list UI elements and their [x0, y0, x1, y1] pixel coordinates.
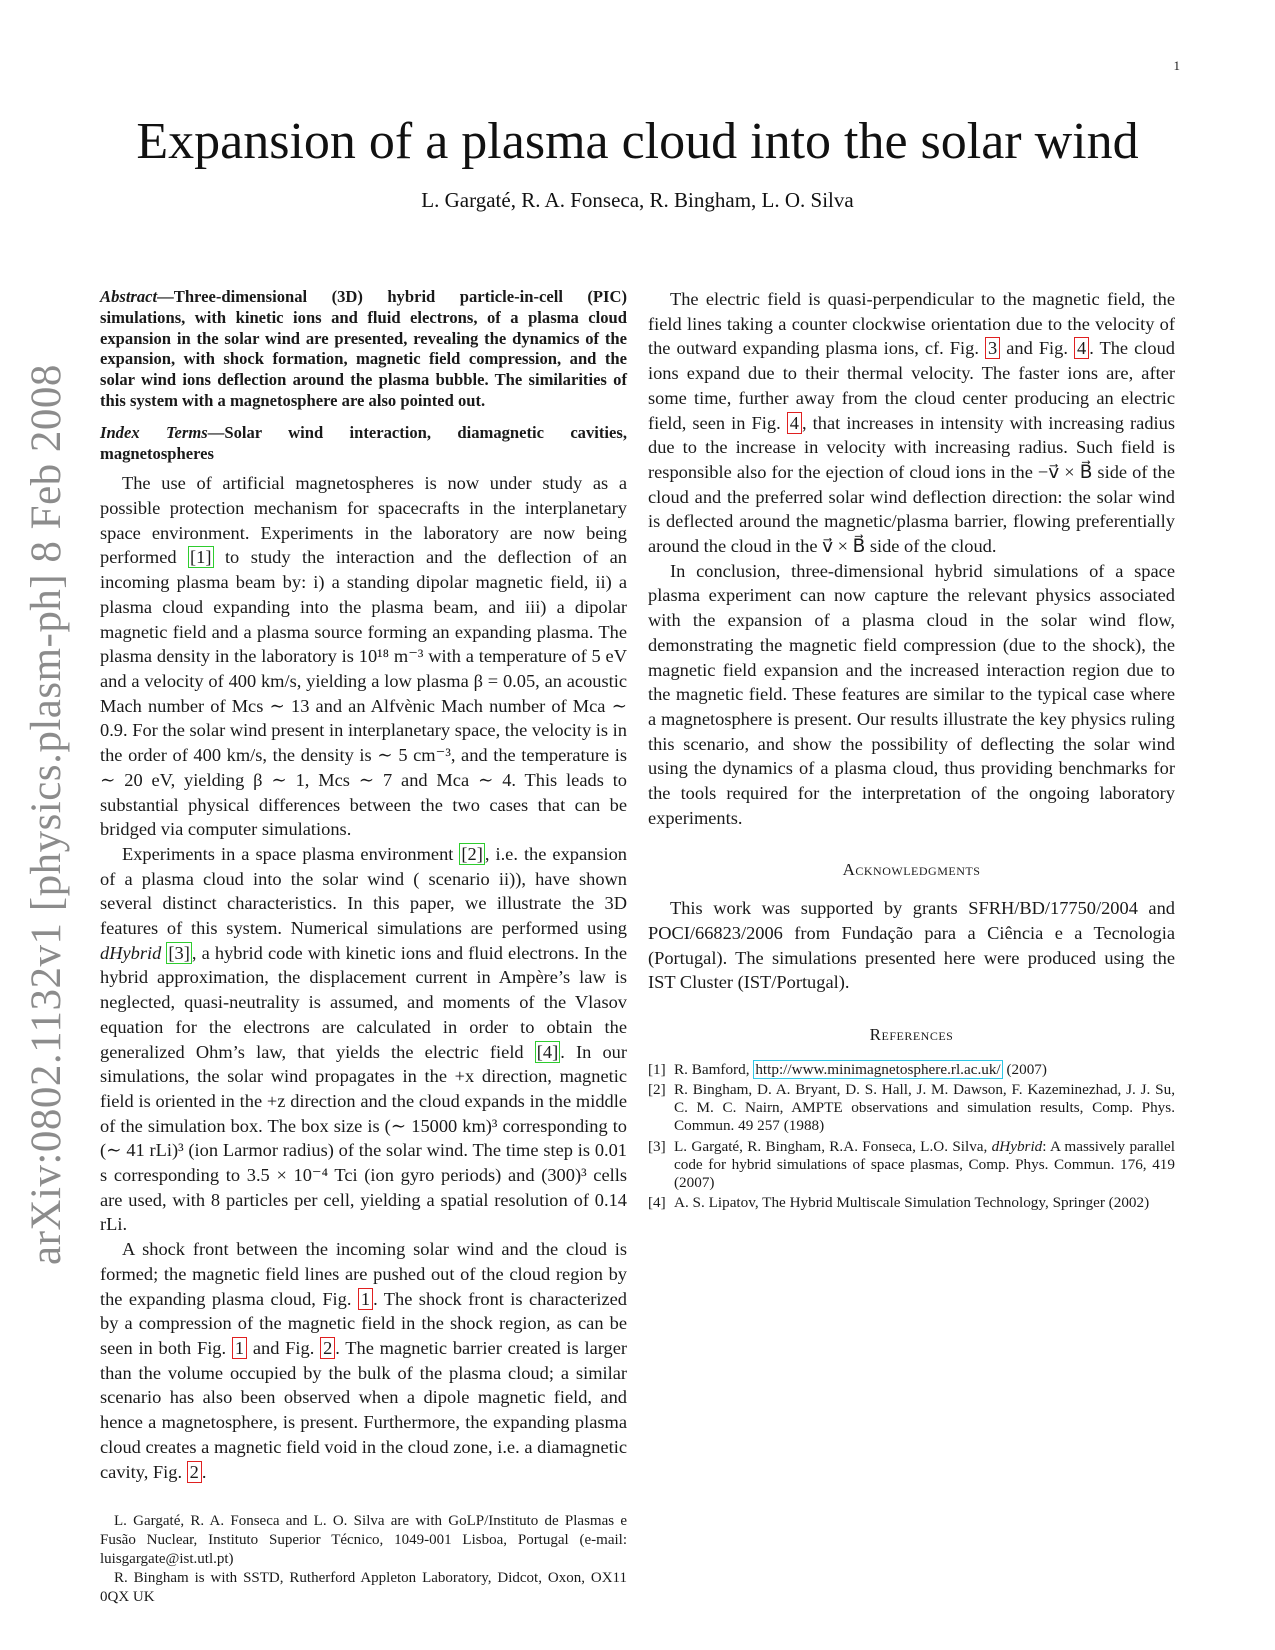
left-column — [100, 287, 627, 1607]
footnote-affiliation-1: L. Gargaté, R. A. Fonseca and L. O. Silva are with GoLP/Instituto de Plasmas e Fusão Nuclear, Instituto Superior Técnico, 1049-001 Lisboa, Portugal (e-mail: luisgargate@ist.utl.pt) — [100, 1513, 627, 1568]
text-run: The electric field is quasi-perpendicular to the magnetic field, the field lines taking a counter clockwise orientation due to the velocity of the outward expanding plasma ions, cf. Fig. — [648, 289, 1175, 359]
text-run: , that increases in intensity with increasing radius due to the increase in velocity with increasing radius. Such field is responsible also for the ejection of cloud ions in the −v⃗ × B⃗ side of the cloud and the preferred solar wind deflection direction: the solar wind is deflected around the magnetic/plasma barrier, flowing preferentially around the cloud in the v⃗ × B⃗ side of the cloud. — [648, 412, 1175, 557]
right-column — [648, 287, 1175, 1214]
reference-number: [2] — [648, 1080, 666, 1098]
figure-link[interactable]: 1 — [358, 1288, 373, 1310]
text-run: to study the interaction and the deflection of an incoming plasma beam by: i) a standing dipolar magnetic field, ii) a plasma cloud expanding into the plasma beam, and iii) a dipolar magnetic field and a plasma source forming an expanding plasma. The plasma density in the laboratory is 10¹⁸ m⁻³ with a temperature of 5 eV and a velocity of 400 km/s, yielding a low plasma β = 0.05, an acoustic Mach number of Mcs ∼ 13 and an Alfvènic Mach number of Mca ∼ 0.9. For the solar wind present in interplanetary space, the velocity is in the order of 400 km/s, the density is ∼ 5 cm⁻³, and the temperature is ∼ 20 eV, yielding β ∼ 1, Mcs ∼ 7 and Mca ∼ 4. This leads to substantial physical differences between the two cases that can be bridged via computer simulations. — [100, 547, 628, 840]
page-number: 1 — [1173, 58, 1180, 73]
figure-link[interactable]: 2 — [320, 1337, 335, 1359]
index-terms — [100, 423, 627, 465]
index-terms-label: Index Terms — [100, 422, 208, 442]
figure-link[interactable]: 2 — [187, 1461, 202, 1483]
reference-item — [648, 1081, 1175, 1136]
reference-number: [1] — [648, 1060, 666, 1078]
text-run: , a hybrid code with kinetic ions and fluid electrons. In the hybrid approximation, the displacement current in Ampère’s law is neglected, quasi-neutrality is assumed, and moments of the Vlasov equation for the electrons are calculated in order to obtain the generalized Ohm’s law, that yields the electric field — [100, 942, 627, 1062]
text-run: (2007) — [1002, 1060, 1047, 1078]
body-paragraph-3 — [100, 1237, 627, 1484]
text-run: . The cloud ions expand due to their thermal velocity. The faster ions are, after some time, further away from the cloud center producing an electric field, seen in Fig. — [648, 338, 1175, 433]
acknowledgments-text: This work was supported by grants SFRH/BD/17750/2004 and POCI/66823/2006 from Fundação para a Ciência e a Tecnologia (Portugal). The simulations presented here were produced using the IST Cluster (IST/Portugal). — [648, 898, 1175, 993]
figure-link[interactable]: 4 — [1074, 337, 1089, 359]
text-run: L. Gargaté, R. Bingham, R.A. Fonseca, L.O. Silva, — [674, 1137, 992, 1155]
abstract-label: Abstract — [100, 287, 158, 306]
citation-link[interactable]: [1] — [190, 547, 212, 568]
reference-item — [648, 1138, 1175, 1193]
reference-number: [3] — [648, 1137, 666, 1155]
figure-link[interactable]: 1 — [232, 1337, 247, 1359]
footnotes — [100, 1512, 627, 1607]
text-run: , i.e. the expansion of a plasma cloud into the solar wind ( scenario ii)), have shown several distinct characteristics. In this paper, we illustrate the 3D features of this system. Numerical simulations are performed using — [100, 843, 627, 939]
text-run: and Fig. — [1000, 338, 1074, 359]
reference-text — [674, 1061, 1175, 1079]
reference-text — [674, 1138, 1175, 1193]
text-run: . — [201, 1461, 207, 1482]
code-name: dHybrid — [100, 942, 162, 963]
figure-link[interactable]: 3 — [985, 337, 1000, 359]
abstract — [100, 287, 627, 412]
body-paragraph-1 — [100, 471, 627, 842]
text-run: and Fig. — [247, 1337, 321, 1358]
text-run: . The shock front is characterized by a compression of the magnetic field in the shock region, as can be seen in both Fig. — [100, 1288, 627, 1358]
reference-list — [648, 1061, 1175, 1213]
citation-link[interactable]: [4] — [536, 1041, 559, 1062]
text-run: Experiments in a space plasma environment — [122, 843, 460, 864]
citation-link[interactable]: [3] — [168, 942, 190, 963]
figure-link[interactable]: 4 — [787, 412, 802, 434]
reference-text: A. S. Lipatov, The Hybrid Multiscale Simulation Technology, Springer (2002) — [674, 1194, 1150, 1212]
code-name: dHybrid — [991, 1137, 1043, 1155]
reference-url-link[interactable]: http://www.minimagnetosphere.rl.ac.uk/ — [755, 1060, 1001, 1078]
footnote-affiliation-2: R. Bingham is with SSTD, Rutherford Appleton Laboratory, Didcot, Oxon, OX11 0QX UK — [100, 1570, 627, 1606]
index-terms-text: —Solar wind interaction, diamagnetic cavities, magnetospheres — [100, 422, 627, 463]
citation-link[interactable]: [2] — [461, 843, 483, 864]
abstract-text: —Three-dimensional (3D) hybrid particle-in-cell (PIC) simulations, with kinetic ions and fluid electrons, of a plasma cloud expansion in the solar wind are presented, revealing the dynamics of the expansion, with shock formation, magnetic field compression, and the solar wind ions deflection around the plasma bubble. The similarities of this system with a magnetosphere are also pointed out. — [100, 287, 627, 410]
reference-text: R. Bingham, D. A. Bryant, D. S. Hall, J. M. Dawson, F. Kazeminezhad, J. J. Su, C. M. C. Nairn, AMPTE observations and simulation results, Comp. Phys. Commun. 49 257 (1988) — [674, 1080, 1175, 1135]
author-list: L. Gargaté, R. A. Fonseca, R. Bingham, L. O. Silva — [421, 188, 854, 212]
body-paragraph-2 — [100, 842, 627, 1237]
reference-item — [648, 1194, 1175, 1212]
paper-title: Expansion of a plasma cloud into the solar wind — [136, 113, 1139, 170]
text-run: A shock front between the incoming solar wind and the cloud is formed; the magnetic field lines are pushed out of the cloud region by the expanding plasma cloud, Fig. — [100, 1239, 627, 1309]
acknowledgments-heading: Acknowledgments — [842, 860, 981, 880]
reference-item — [648, 1061, 1175, 1079]
text-run: R. Bamford, — [674, 1060, 754, 1078]
text-run: . In our simulations, the solar wind propagates in the +x direction, magnetic field is oriented in the +z direction and the cloud expands in the middle of the simulation box. The box size is (∼ 15000 km)³ corresponding to (∼ 41 rLi)³ (ion Larmor radius) of the solar wind. The time step is 0.01 s corresponding to 3.5 × 10⁻⁴ Tci (ion gyro periods) and (300)³ cells are used, with 8 particles per cell, yielding a spatial resolution of 0.14 rLi. — [100, 1041, 627, 1235]
text-run: The use of artificial magnetospheres is now under study as a possible protection mechanism for spacecrafts in the interplanetary space environment. Experiments in the laboratory are now being performed — [100, 473, 627, 568]
references-heading: References — [869, 1024, 954, 1044]
body-paragraph-4 — [648, 287, 1175, 559]
body-paragraph-5: In conclusion, three-dimensional hybrid simulations of a space plasma experiment can now capture the relevant physics associated with the expansion of a plasma cloud in the solar wind flow, demonstrating the magnetic field compression (due to the shock), the magnetic field expansion and the increased interaction region due to the magnetic field. These features are similar to the typical case where a magnetosphere is present. Our results illustrate the key physics ruling this scenario, and show the possibility of deflecting the solar wind using the dynamics of a plasma cloud, thus providing benchmarks for the tools required for the interpretation of the ongoing laboratory experiments. — [648, 560, 1175, 828]
text-run: : A massively parallel code for hybrid simulations of space plasmas, Comp. Phys. Commun. 176, 419 (2007) — [674, 1137, 1175, 1191]
text-run: . The magnetic barrier created is larger than the volume occupied by the bulk of the plasma cloud; a similar scenario has also been observed when a dipole magnetic field, and hence a magnetosphere, is present. Furthermore, the expanding plasma cloud creates a magnetic field void in the cloud zone, i.e. a diamagnetic cavity, Fig. — [100, 1337, 628, 1482]
arxiv-identifier-stamp: arXiv:0802.1132v1 [physics.plasm-ph] 8 Feb 2008 — [23, 364, 70, 1265]
reference-number: [4] — [648, 1194, 666, 1212]
